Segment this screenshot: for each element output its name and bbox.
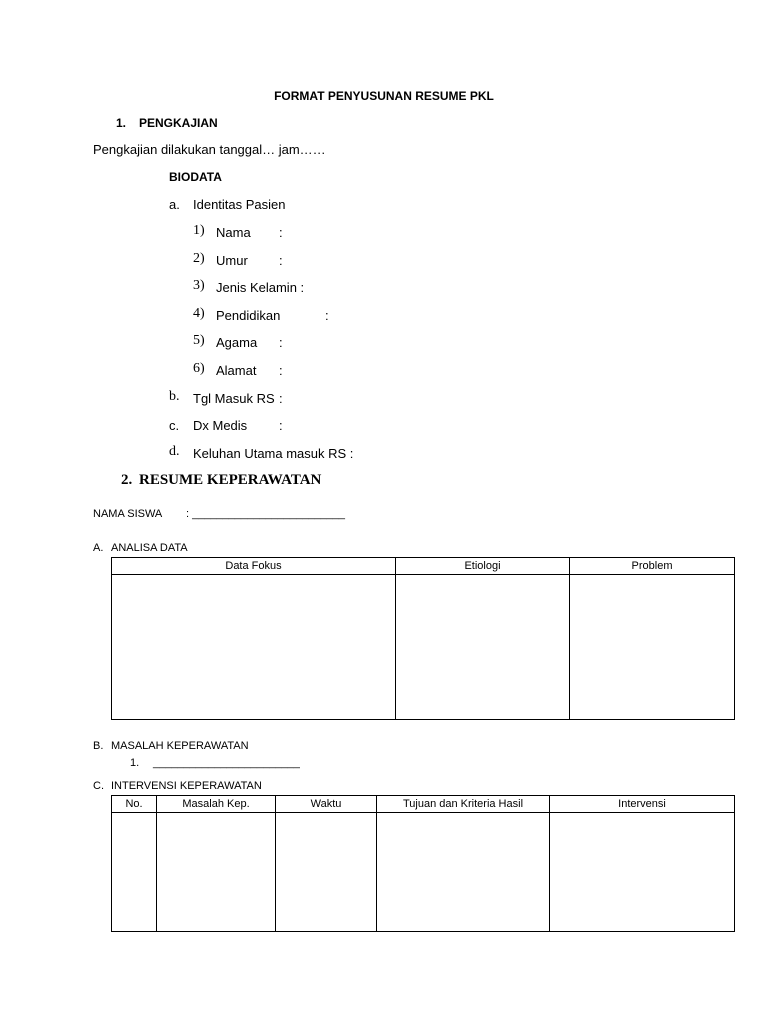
nama-siswa-label: NAMA SISWA	[93, 508, 163, 520]
header-no: No.	[112, 796, 157, 813]
analisa-data-table	[111, 557, 735, 720]
item-a-marker: a.	[169, 197, 180, 212]
header-masalah-kep: Masalah Kep.	[157, 796, 276, 813]
masalah-item-number: 1.	[130, 757, 140, 769]
document-title: FORMAT PENYUSUNAN RESUME PKL	[274, 89, 494, 103]
identity-num-5: 5)	[193, 333, 205, 348]
item-d-marker: d.	[169, 444, 180, 459]
identity-num-4: 4)	[193, 306, 205, 321]
item-c-marker: c.	[169, 418, 180, 433]
identity-colon-nama: :	[279, 225, 283, 240]
identity-label-pendidikan: Pendidikan	[216, 308, 281, 323]
identity-colon-alamat: :	[279, 363, 283, 378]
section-1-heading: PENGKAJIAN	[139, 116, 218, 130]
identity-colon-umur: :	[279, 253, 283, 268]
identity-label-jenis-kelamin: Jenis Kelamin :	[216, 280, 305, 295]
section-2-number: 2.	[121, 472, 133, 488]
identity-label-nama: Nama	[216, 225, 251, 240]
section-c-marker: C.	[93, 780, 104, 792]
identity-colon-pendidikan: :	[325, 308, 329, 323]
section-a-label: ANALISA DATA	[111, 542, 188, 554]
header-tujuan-kriteria: Tujuan dan Kriteria Hasil	[377, 796, 550, 813]
cell-problem[interactable]	[570, 575, 735, 720]
item-c-colon: :	[279, 418, 283, 433]
identity-num-3: 3)	[193, 278, 205, 293]
intervensi-body-row	[112, 813, 735, 932]
identity-num-6: 6)	[193, 361, 205, 376]
header-data-fokus: Data Fokus	[112, 558, 396, 575]
item-b-colon: :	[279, 391, 283, 406]
identity-num-1: 1)	[193, 223, 205, 238]
cell-data-fokus[interactable]	[112, 575, 396, 720]
section-b-marker: B.	[93, 740, 104, 752]
section-a-marker: A.	[93, 542, 104, 554]
cell-waktu[interactable]	[276, 813, 377, 932]
section-2-heading: RESUME KEPERAWATAN	[139, 472, 322, 488]
section-b-label: MASALAH KEPERAWATAN	[111, 740, 249, 752]
section-1-number: 1.	[116, 116, 127, 130]
intervensi-header-row	[112, 796, 735, 813]
cell-masalah-kep[interactable]	[157, 813, 276, 932]
header-intervensi: Intervensi	[550, 796, 735, 813]
cell-tujuan-kriteria[interactable]	[377, 813, 550, 932]
item-a-label: Identitas Pasien	[193, 197, 286, 212]
header-waktu: Waktu	[276, 796, 377, 813]
cell-etiologi[interactable]	[396, 575, 570, 720]
item-d-label: Keluhan Utama masuk RS :	[193, 446, 354, 461]
identity-label-alamat: Alamat	[216, 363, 257, 378]
header-problem: Problem	[570, 558, 735, 575]
section-c-label: INTERVENSI KEPERAWATAN	[111, 780, 262, 792]
identity-colon-agama: :	[279, 335, 283, 350]
identity-num-2: 2)	[193, 251, 205, 266]
intervensi-table	[111, 795, 735, 932]
cell-no[interactable]	[112, 813, 157, 932]
identity-label-agama: Agama	[216, 335, 258, 350]
masalah-item-line[interactable]: ________________________	[153, 757, 300, 769]
pengkajian-intro: Pengkajian dilakukan tanggal… jam……	[93, 142, 326, 157]
identity-label-umur: Umur	[216, 253, 248, 268]
analisa-header-row	[112, 558, 735, 575]
cell-intervensi[interactable]	[550, 813, 735, 932]
header-etiologi: Etiologi	[396, 558, 570, 575]
analisa-body-row	[112, 575, 735, 720]
biodata-heading: BIODATA	[169, 170, 222, 184]
item-c-label: Dx Medis	[193, 418, 248, 433]
item-b-marker: b.	[169, 389, 180, 404]
item-b-label: Tgl Masuk RS	[193, 391, 275, 406]
nama-siswa-field[interactable]: : _________________________	[186, 508, 346, 520]
